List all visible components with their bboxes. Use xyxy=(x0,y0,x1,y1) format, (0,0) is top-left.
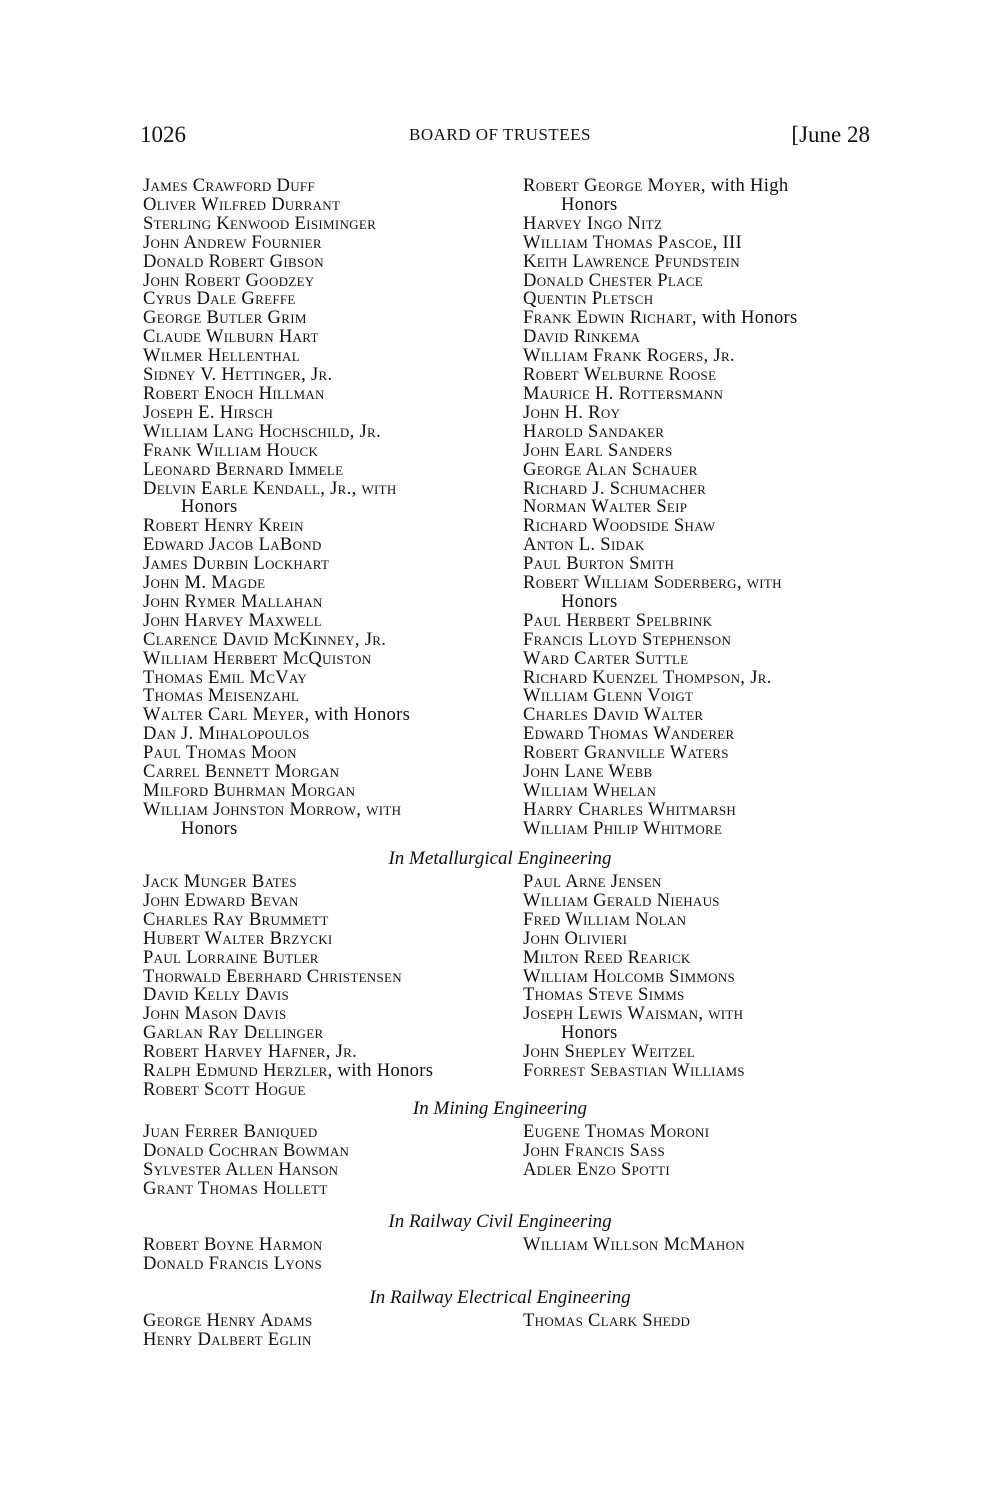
graduate-name: John Andrew Fournier xyxy=(143,231,322,253)
graduate-name: William Whelan xyxy=(523,780,657,801)
graduate-name: Thomas Meisenzahl xyxy=(143,685,300,707)
graduate-name: William Thomas Pascoe, III xyxy=(523,231,742,253)
graduate-name: Charles Ray Brummett xyxy=(143,908,329,930)
graduate-name: William Lang Hochschild, Jr. xyxy=(143,420,381,442)
section-heading-railway-electrical: In Railway Electrical Engineering xyxy=(369,1287,631,1308)
graduate-name: George Butler Grim xyxy=(143,307,307,329)
railway-electrical-list-right xyxy=(523,1312,690,1331)
graduate-name: Juan Ferrer Baniqued xyxy=(143,1121,318,1142)
graduate-name: Dan J. Mihalopoulos xyxy=(143,723,310,745)
graduate-name: William Gerald Niehaus xyxy=(523,889,720,911)
graduate-name: Fred William Nolan xyxy=(523,908,687,930)
graduate-name: Robert George Moyer, with High xyxy=(523,175,789,196)
graduate-name: David Kelly Davis xyxy=(143,984,290,1006)
honors-continuation: Honors xyxy=(181,817,238,839)
graduate-name: Paul Herbert Spelbrink xyxy=(523,609,713,631)
graduate-name: Richard Kuenzel Thompson, Jr. xyxy=(523,666,772,688)
graduate-name: Frank William Houck xyxy=(143,439,319,461)
graduate-name: Paul Lorraine Butler xyxy=(143,946,319,968)
graduate-name: Garlan Ray Dellinger xyxy=(143,1022,324,1044)
graduate-name: Robert Boyne Harmon xyxy=(143,1234,323,1255)
graduate-name: Hubert Walter Brzycki xyxy=(143,927,333,949)
graduate-name: Clarence David McKinney, Jr. xyxy=(143,628,387,650)
graduate-name: Robert Henry Krein xyxy=(143,515,304,537)
page-number: 1026 xyxy=(140,122,186,147)
graduate-name: John Lane Webb xyxy=(523,761,653,783)
mining-list-right xyxy=(523,1123,709,1180)
graduate-name: Adler Enzo Spotti xyxy=(523,1158,671,1180)
graduate-name: John Shepley Weitzel xyxy=(523,1041,696,1063)
graduate-name: Wilmer Hellenthal xyxy=(143,345,300,367)
graduate-name: William Glenn Voigt xyxy=(523,685,694,707)
graduate-name: John H. Roy xyxy=(523,401,621,423)
graduate-name: William Willson McMahon xyxy=(523,1234,745,1255)
general-list-right xyxy=(523,177,798,839)
graduate-name: Robert Granville Waters xyxy=(523,742,729,764)
graduate-name: James Durbin Lockhart xyxy=(143,553,330,575)
graduate-name: Frank Edwin Richart, with Honors xyxy=(523,307,798,329)
graduate-name: John M. Magde xyxy=(143,572,266,594)
graduate-name: Donald Robert Gibson xyxy=(143,250,324,272)
section-heading-mining: In Mining Engineering xyxy=(412,1098,588,1119)
general-list-left xyxy=(143,177,410,839)
graduate-name: John Rymer Mallahan xyxy=(143,590,323,612)
graduate-name: Robert Welburne Roose xyxy=(523,364,717,386)
graduate-name: Joseph Lewis Waisman, with xyxy=(523,1003,744,1025)
graduate-name: Harry Charles Whitmarsh xyxy=(523,798,737,820)
graduate-name: Leonard Bernard Immele xyxy=(143,458,344,480)
railway-civil-list-left xyxy=(143,1236,323,1274)
honors-continuation: Honors xyxy=(561,1022,618,1044)
honors-continuation: Honors xyxy=(181,496,238,518)
graduate-name: Harold Sandaker xyxy=(523,420,665,442)
graduate-name: Jack Munger Bates xyxy=(143,871,297,892)
graduate-name: Milton Reed Rearick xyxy=(523,946,691,968)
graduate-name: George Alan Schauer xyxy=(523,458,698,480)
graduate-name: Donald Chester Place xyxy=(523,269,704,291)
graduate-name: William Philip Whitmore xyxy=(523,817,723,839)
graduate-name: Sterling Kenwood Eisiminger xyxy=(143,212,377,234)
graduate-name: John Olivieri xyxy=(523,927,628,949)
graduate-name: John Edward Bevan xyxy=(143,889,299,911)
graduate-name: David Rinkema xyxy=(523,326,641,348)
graduate-name: Anton L. Sidak xyxy=(523,534,645,556)
graduate-name: Delvin Earle Kendall, Jr., with xyxy=(143,477,397,499)
mining-list-left xyxy=(143,1123,349,1199)
graduate-name: John Mason Davis xyxy=(143,1003,287,1025)
graduate-name: Paul Burton Smith xyxy=(523,553,675,575)
running-title: BOARD OF TRUSTEES xyxy=(409,125,591,144)
graduate-name: Norman Walter Seip xyxy=(523,496,688,518)
graduate-name: Donald Cochran Bowman xyxy=(143,1139,350,1161)
graduate-name: William Holcomb Simmons xyxy=(523,965,736,987)
graduate-name: Harvey Ingo Nitz xyxy=(523,212,663,234)
graduate-name: Ralph Edmund Herzler, with Honors xyxy=(143,1060,434,1082)
graduate-name: Keith Lawrence Pfundstein xyxy=(523,250,740,272)
railway-civil-list-right xyxy=(523,1236,745,1255)
page-header xyxy=(0,122,1000,152)
graduate-name: Quentin Pletsch xyxy=(523,288,654,310)
metallurgical-list-left xyxy=(143,873,433,1100)
graduate-name: Oliver Wilfred Durrant xyxy=(143,193,341,215)
graduate-name: Richard Woodside Shaw xyxy=(523,515,716,537)
graduate-name: Robert Scott Hogue xyxy=(143,1078,306,1100)
graduate-name: Maurice H. Rottersmann xyxy=(523,382,724,404)
section-heading-metallurgical: In Metallurgical Engineering xyxy=(388,848,612,869)
graduate-name: Thomas Steve Simms xyxy=(523,984,685,1006)
graduate-name: Thomas Clark Shedd xyxy=(523,1310,691,1331)
graduate-name: Paul Arne Jensen xyxy=(523,871,662,892)
graduate-name: Edward Jacob LaBond xyxy=(143,534,322,556)
graduate-name: Robert Enoch Hillman xyxy=(143,382,325,404)
graduate-name: Walter Carl Meyer, with Honors xyxy=(143,704,411,726)
graduate-name: John Harvey Maxwell xyxy=(143,609,322,631)
graduate-name: Claude Wilburn Hart xyxy=(143,326,319,348)
graduate-name: Carrel Bennett Morgan xyxy=(143,761,340,783)
graduate-name: Cyrus Dale Greffe xyxy=(143,288,296,310)
graduate-name: George Henry Adams xyxy=(143,1310,313,1331)
graduate-name: Charles David Walter xyxy=(523,704,704,726)
railway-electrical-list-left xyxy=(143,1312,313,1350)
graduate-name: William Herbert McQuiston xyxy=(143,647,372,669)
graduate-name: Richard J. Schumacher xyxy=(523,477,707,499)
honors-continuation: Honors xyxy=(561,590,618,612)
graduate-name: Sylvester Allen Hanson xyxy=(143,1158,339,1180)
graduate-name: Robert William Soderberg, with xyxy=(523,572,782,594)
graduate-name: Henry Dalbert Eglin xyxy=(143,1328,312,1350)
graduate-name: Eugene Thomas Moroni xyxy=(523,1121,710,1142)
metallurgical-list-right xyxy=(523,873,745,1081)
graduate-name: Grant Thomas Hollett xyxy=(143,1177,328,1199)
graduate-name: Francis Lloyd Stephenson xyxy=(523,628,732,650)
graduate-name: John Earl Sanders xyxy=(523,439,673,461)
graduate-name: Robert Harvey Hafner, Jr. xyxy=(143,1041,358,1063)
graduate-name: Joseph E. Hirsch xyxy=(143,401,274,423)
graduate-name: Thorwald Eberhard Christensen xyxy=(143,965,402,987)
graduate-name: Forrest Sebastian Williams xyxy=(523,1060,745,1082)
graduate-name: William Frank Rogers, Jr. xyxy=(523,345,735,367)
section-heading-railway-civil: In Railway Civil Engineering xyxy=(388,1211,612,1232)
graduate-name: Donald Francis Lyons xyxy=(143,1252,322,1274)
honors-continuation: Honors xyxy=(561,193,618,215)
graduate-name: Ward Carter Suttle xyxy=(523,647,689,669)
graduate-name: Edward Thomas Wanderer xyxy=(523,723,735,745)
graduate-name: John Robert Goodzey xyxy=(143,269,315,291)
graduate-name: Milford Buhrman Morgan xyxy=(143,780,356,801)
graduate-name: Paul Thomas Moon xyxy=(143,742,297,764)
graduate-name: John Francis Sass xyxy=(523,1139,666,1161)
page-date: [June 28 xyxy=(791,122,870,147)
graduate-name: Sidney V. Hettinger, Jr. xyxy=(143,364,333,386)
graduate-name: James Crawford Duff xyxy=(143,175,315,196)
graduate-name: William Johnston Morrow, with xyxy=(143,798,402,820)
graduate-name: Thomas Emil McVay xyxy=(143,666,308,688)
